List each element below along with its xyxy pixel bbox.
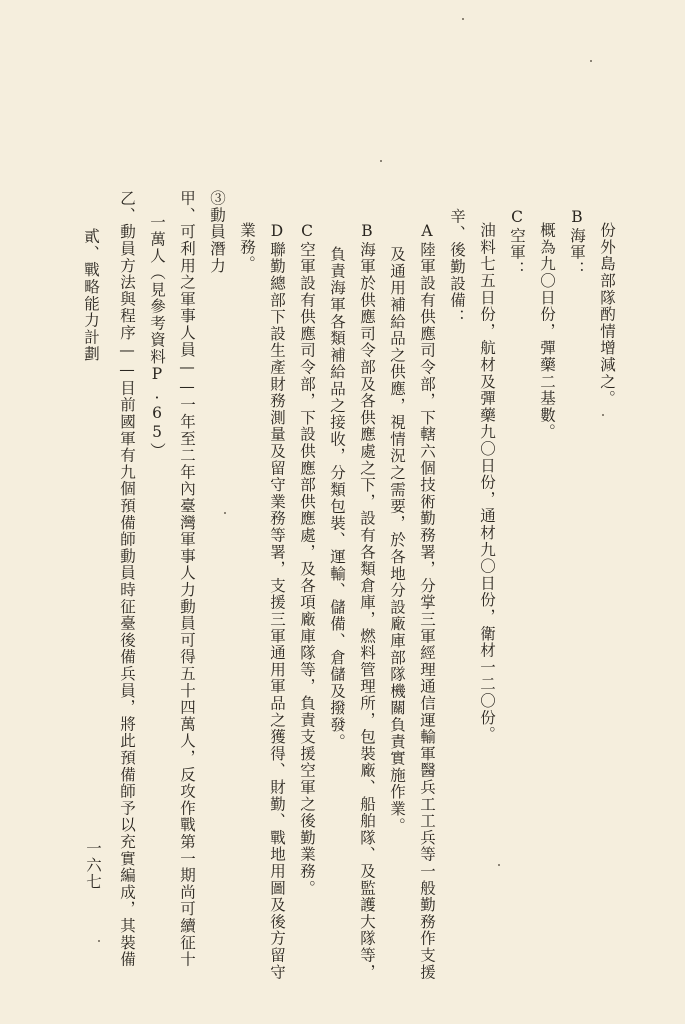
text-line-10: 負責海軍各類補給品之接收，分類包裝、運輸、儲備、倉儲及撥發。	[328, 246, 346, 750]
text-line-7: A陸軍設有供應司令部，下轄六個技術勤務署，分掌三軍經理通信運輸軍醫兵工工兵等一般勤務作支援	[418, 222, 436, 981]
scan-speck	[462, 18, 464, 20]
text-line-8: 及通用補給品之供應，視情況之需要，於各地分設廠庫部隊機關負責實施作業。	[388, 246, 406, 834]
scan-speck	[224, 512, 226, 514]
text-line-17: 乙、動員方法與程序——目前國軍有九個預備師動員時征臺後備兵員，將此預備師予以充實編成，其裝備	[118, 190, 136, 968]
text-line-2: B海軍：	[568, 208, 586, 278]
scan-speck	[380, 160, 382, 162]
text-line-16: 一萬人（見參考資料P.65）	[148, 214, 166, 460]
text-line-3: 概為九〇日份，彈藥二基數。	[538, 222, 556, 441]
text-line-4: C空軍：	[508, 208, 526, 278]
text-line-11: C空軍設有供應司令部，下設供應部供應處，及各項廠庫隊等，負責支援空軍之後勤業務。	[298, 222, 316, 897]
page-number: 一六七	[84, 840, 102, 891]
text-line-1: 份外島部隊酌情增減之。	[598, 222, 616, 407]
scan-speck	[498, 864, 500, 866]
text-line-6: 辛、後勤設備：	[448, 208, 466, 326]
text-line-9: B海軍於供應司令部及各供應處之下，設有各類倉庫，燃料管理所，包裝廠、船舶隊、及監護大隊等，	[358, 222, 376, 981]
scan-speck	[602, 414, 604, 416]
text-line-15: 甲、可利用之軍事人員——一年至二年內臺灣軍事人力動員可得五十四萬人，反攻作戰第一期尚可續征十	[178, 190, 196, 968]
text-line-5: 油料七五日份，航材及彈藥九〇日份，通材九〇日份，衛材一二〇份。	[478, 222, 496, 743]
chapter-title: 貳、戰略能力計劃	[82, 228, 100, 363]
text-line-13: 業務。	[238, 222, 256, 273]
scan-speck	[98, 940, 100, 942]
text-line-12: D聯勤總部下設生產財務測量及留守業務等署，支援三軍通用軍品之獲得、財勤、戰地用圖及後方留守	[268, 222, 286, 981]
section-heading: ③動員潛力	[208, 190, 226, 274]
scan-speck	[590, 60, 592, 62]
